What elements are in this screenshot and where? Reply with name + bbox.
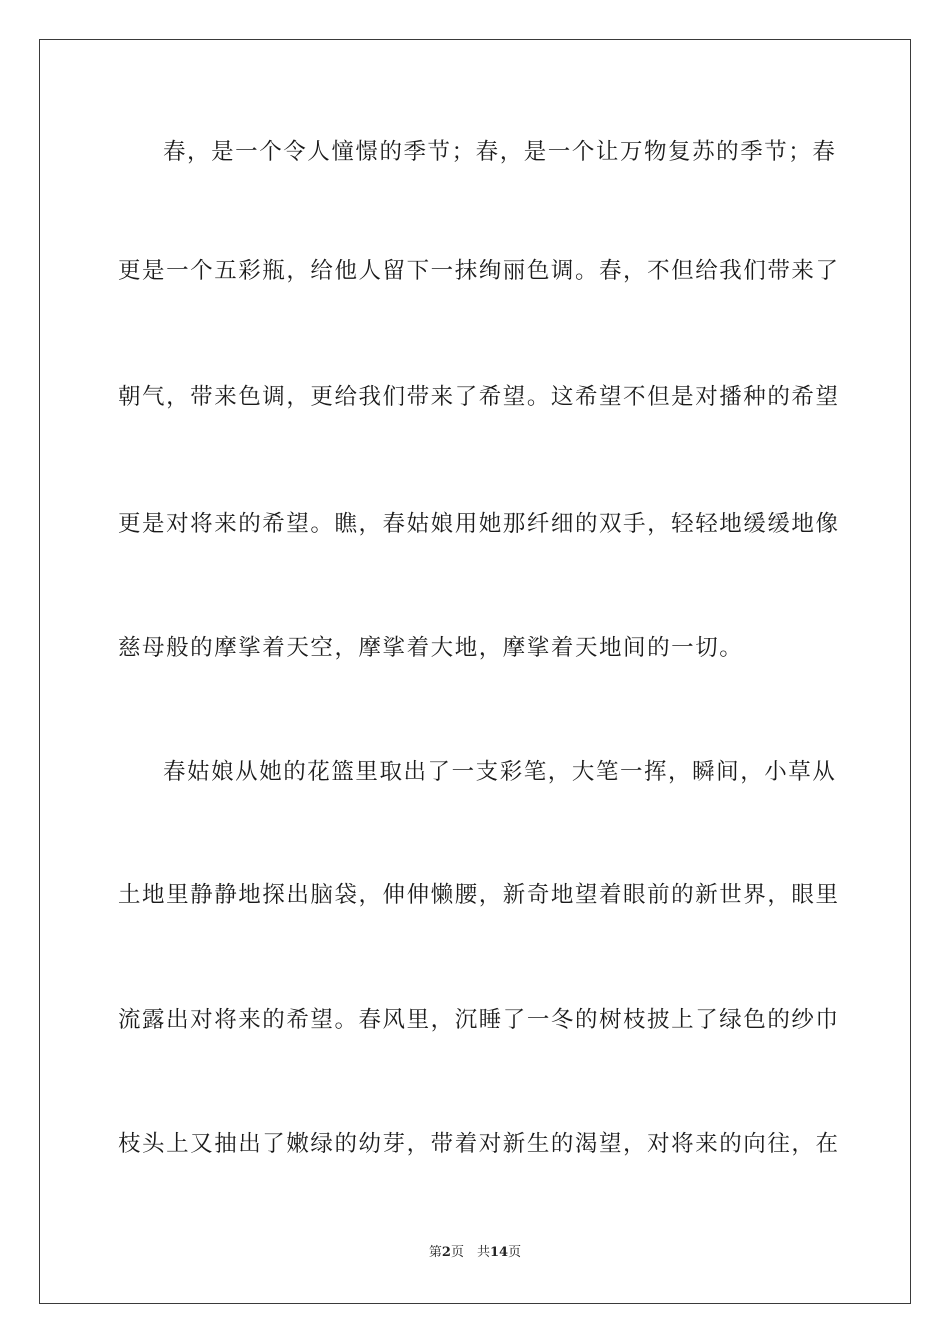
text-line: 朝气，带来色调，更给我们带来了希望。这希望不但是对播种的希望 bbox=[118, 384, 840, 410]
text-line: 枝头上又抽出了嫩绿的幼芽，带着对新生的渴望，对将来的向往，在 bbox=[118, 1131, 840, 1157]
text-line: 慈母般的摩挲着天空，摩挲着大地，摩挲着天地间的一切。 bbox=[118, 635, 744, 661]
text-line: 更是一个五彩瓶，给他人留下一抹绚丽色调。春，不但给我们带来了 bbox=[118, 258, 840, 284]
page-middle-text: 页 共 bbox=[450, 1245, 490, 1260]
text-line: 更是对将来的希望。瞧，春姑娘用她那纤细的双手，轻轻地缓缓地像 bbox=[118, 511, 840, 537]
page-prefix: 第 bbox=[428, 1245, 442, 1260]
page-suffix: 页 bbox=[508, 1245, 522, 1260]
text-line: 土地里静静地探出脑袋，伸伸懒腰，新奇地望着眼前的新世界，眼里 bbox=[118, 882, 840, 908]
text-line: 春姑娘从她的花篮里取出了一支彩笔，大笔一挥，瞬间，小草从 bbox=[163, 759, 837, 785]
page-border bbox=[39, 39, 911, 1304]
text-line: 春，是一个令人憧憬的季节；春，是一个让万物复苏的季节；春 bbox=[163, 139, 837, 165]
current-page-number: 2 bbox=[441, 1245, 451, 1260]
text-line: 流露出对将来的希望。春风里，沉睡了一冬的树枝披上了绿色的纱巾 bbox=[118, 1007, 840, 1033]
total-page-count: 14 bbox=[489, 1245, 509, 1260]
page-number-footer bbox=[0, 1244, 950, 1262]
